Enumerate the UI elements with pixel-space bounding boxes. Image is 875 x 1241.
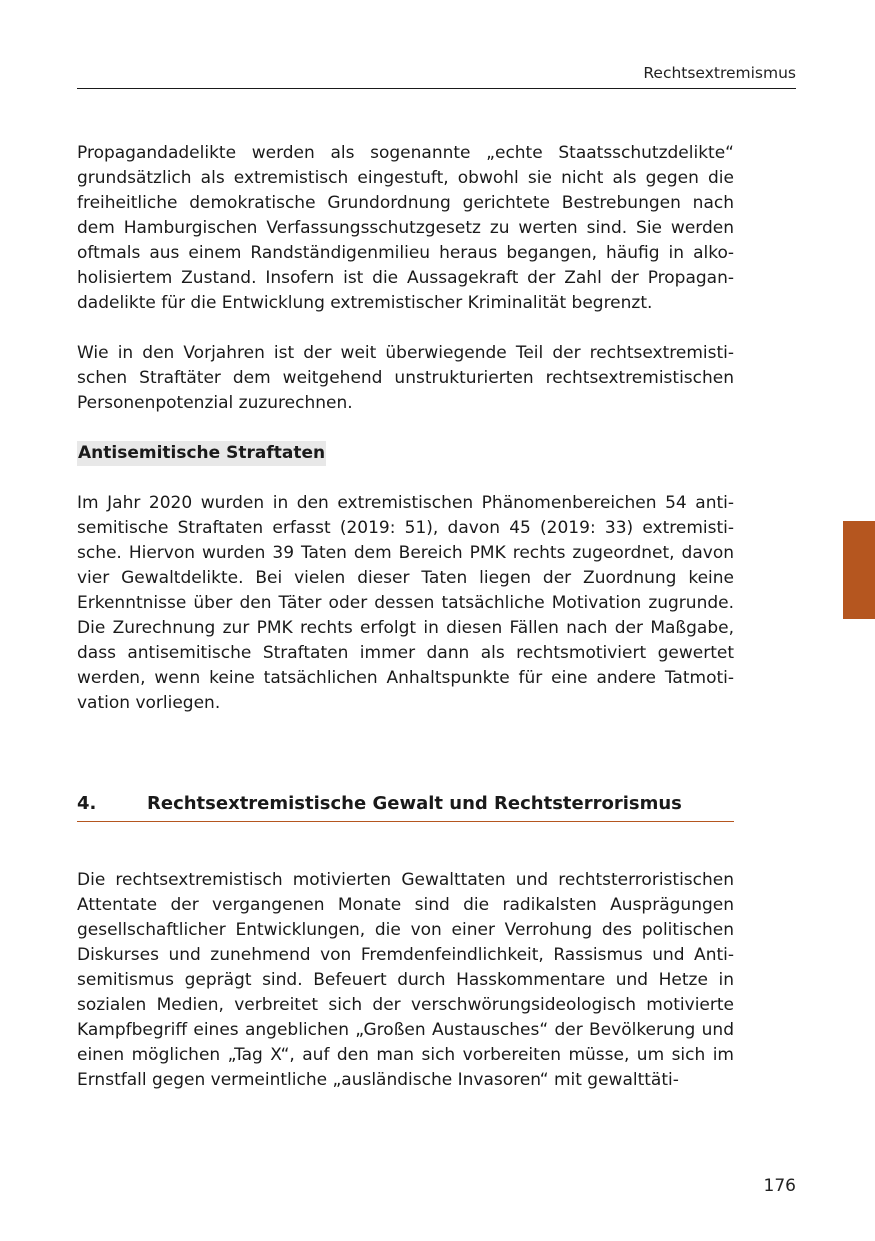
- paragraph-antisemitism: Im Jahr 2020 wurden in den extremistischen Phänomenbereichen 54 antisemitische Straftaten erfasst (2019: 51), davon 45 (2019: 33) extremistische. Hiervon wurden 39 Taten dem Bereich PMK rechts zugeordnet, davon vier Gewaltdelikte. Bei vielen dieser Taten liegen der Zuordnung keine Erkenntnisse über den Täter oder dessen tatsächliche Motivation zugrunde. Die Zurechnung zur PMK rechts erfolgt in diesen Fällen nach der Maßgabe, dass antisemitische Straftaten immer dann als rechtsmotiviert gewertet werden, wenn keine tatsächlichen Anhaltspunkte für eine andere Tatmotivation vorliegen.: [77, 493, 734, 713]
- running-header: [77, 62, 796, 89]
- paragraph-offenders: Wie in den Vorjahren ist der weit überwiegende Teil der rechtsextremistischen Straftäter dem weitgehend unstrukturierten rechtsextremistischen Personenpotenzial zuzurechnen.: [77, 343, 734, 413]
- chapter-tab-marker: [843, 521, 875, 619]
- section-heading: [77, 791, 734, 822]
- subheading-block: [77, 441, 734, 466]
- page-body: [77, 141, 734, 1093]
- paragraph-violence: Die rechtsextremistisch motivierten Gewalttaten und rechtsterroristischen Attentate der vergangenen Monate sind die radikalsten Ausprägungen gesellschaftlicher Entwicklungen, die von einer Verrohung des politischen Diskurses und zunehmend von Fremdenfeindlichkeit, Rassismus und Antisemitismus geprägt sind. Befeuert durch Hasskommentare und Hetze in sozialen Medien, verbreitet sich der verschwörungsideologisch motivierte Kampfbegriff eines angeblichen „Großen Austausches“ der Bevölkerung und einen möglichen „Tag X“, auf den man sich vorbereiten müsse, um sich im Ernstfall gegen vermeintliche „ausländische Invasoren“ mit gewalttäti-: [77, 870, 734, 1090]
- section-number: 4.: [77, 793, 97, 814]
- running-title: Rechtsextremismus: [643, 64, 796, 82]
- paragraph-propaganda: Propagandadelikte werden als sogenannte „echte Staatsschutzdelikte“ grundsätzlich als extremistisch eingestuft, obwohl sie nicht als gegen die freiheitliche demokratische Grundordnung gerichtete Bestrebungen nach dem Hamburgischen Verfassungsschutzgesetz zu werten sind. Sie werden oftmals aus einem Randständigenmilieu heraus begangen, häufig in alkoholisiertem Zustand. Insofern ist die Aussagekraft der Zahl der Propagandadelikte für die Entwicklung extremistischer Kriminalität begrenzt.: [77, 143, 734, 313]
- section-title: Rechtsextremistische Gewalt und Rechtsterrorismus: [147, 793, 682, 814]
- subheading-antisemitic-offenses: Antisemitische Straftaten: [77, 441, 326, 466]
- page-number: 176: [763, 1176, 796, 1196]
